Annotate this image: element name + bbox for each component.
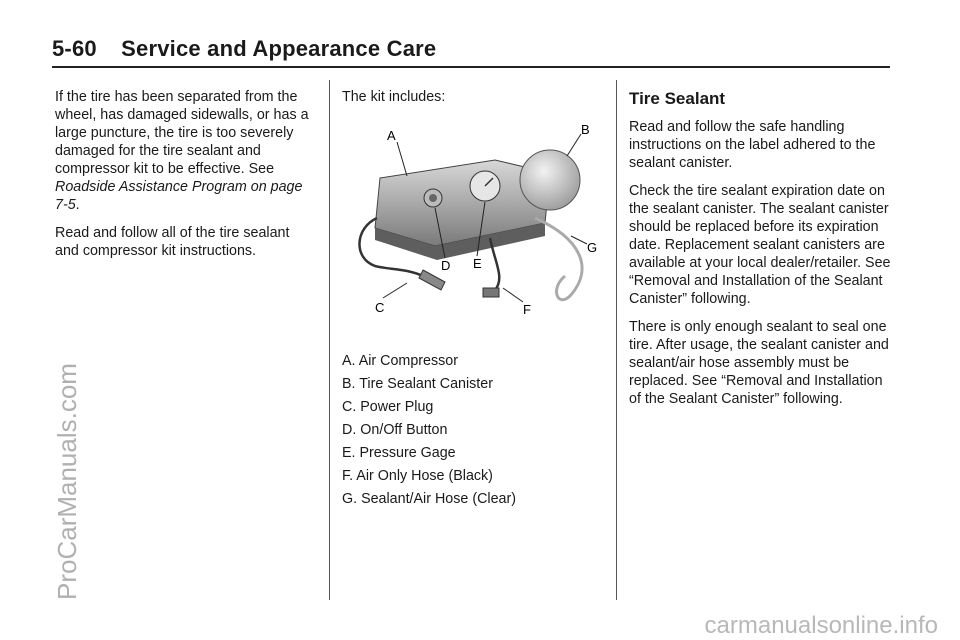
legend-item: A. Air Compressor: [342, 353, 458, 369]
callout-a: A: [387, 128, 396, 143]
callout-b: B: [581, 122, 590, 137]
legend-item: D. On/Off Button: [342, 422, 448, 438]
callout-c: C: [375, 300, 385, 315]
leader-line-f: [503, 288, 523, 302]
legend-item: E. Pressure Gage: [342, 445, 456, 461]
column-1: [55, 88, 317, 270]
on-off-button-center: [429, 194, 437, 202]
kit-intro: The kit includes:: [342, 89, 446, 105]
intro-paragraph: [55, 88, 317, 214]
kit-legend: [342, 352, 604, 508]
air-hose-fitting-shape: [483, 288, 499, 297]
leader-line-c: [383, 283, 407, 298]
callout-f: F: [523, 302, 531, 317]
side-watermark: ProCarManuals.com: [52, 363, 82, 600]
callout-g: G: [587, 240, 598, 255]
sealant-paragraph-2: Check the tire sealant expiration date on the sealant canister. The sealant canister should be replaced before its expiration date. Replacement sealant canisters are available at your local dealer/retailer. See “Removal and Installation of the Sealant Canister” following.: [629, 183, 891, 307]
leader-line-a: [397, 142, 407, 176]
sealant-canister-shape: [520, 150, 580, 210]
intro-text: If the tire has been separated from the wheel, has damaged sidewalls, or has a large puncture, the tire is too severely damaged for the tire sealant and compressor kit to be effective. See: [55, 89, 309, 177]
page-number: 5-60: [52, 36, 97, 61]
compressor-kit-illustration: [345, 118, 605, 323]
section-heading: Tire Sealant: [629, 89, 726, 108]
sealant-paragraph-1: Read and follow the safe handling instructions on the label adhered to the sealant canister.: [629, 119, 876, 171]
power-plug-shape: [419, 270, 445, 290]
legend-item: F. Air Only Hose (Black): [342, 468, 493, 484]
leader-line-b: [567, 134, 581, 156]
column-3: [629, 88, 893, 418]
bottom-watermark: carmanualsonline.info: [704, 612, 938, 639]
legend-item: B. Tire Sealant Canister: [342, 376, 493, 392]
callout-d: D: [441, 258, 451, 273]
intro-end: .: [75, 197, 80, 213]
legend-item: C. Power Plug: [342, 399, 434, 415]
column-divider-2: [616, 80, 617, 600]
section-title: Service and Appearance Care: [121, 36, 437, 61]
cross-reference-link[interactable]: Roadside Assistance Program on page 7-5: [55, 179, 303, 213]
callout-e: E: [473, 256, 482, 271]
instructions-paragraph: Read and follow all of the tire sealant and compressor kit instructions.: [55, 225, 290, 259]
legend-item: G. Sealant/Air Hose (Clear): [342, 491, 517, 507]
sealant-paragraph-3: There is only enough sealant to seal one tire. After usage, the sealant canister and sealant/air hose assembly must be replaced. See “Removal and Installation of the Sealant Canister” following.: [629, 319, 889, 407]
header-rule: [52, 66, 890, 68]
page-header: [52, 36, 436, 62]
column-divider-1: [329, 80, 330, 600]
